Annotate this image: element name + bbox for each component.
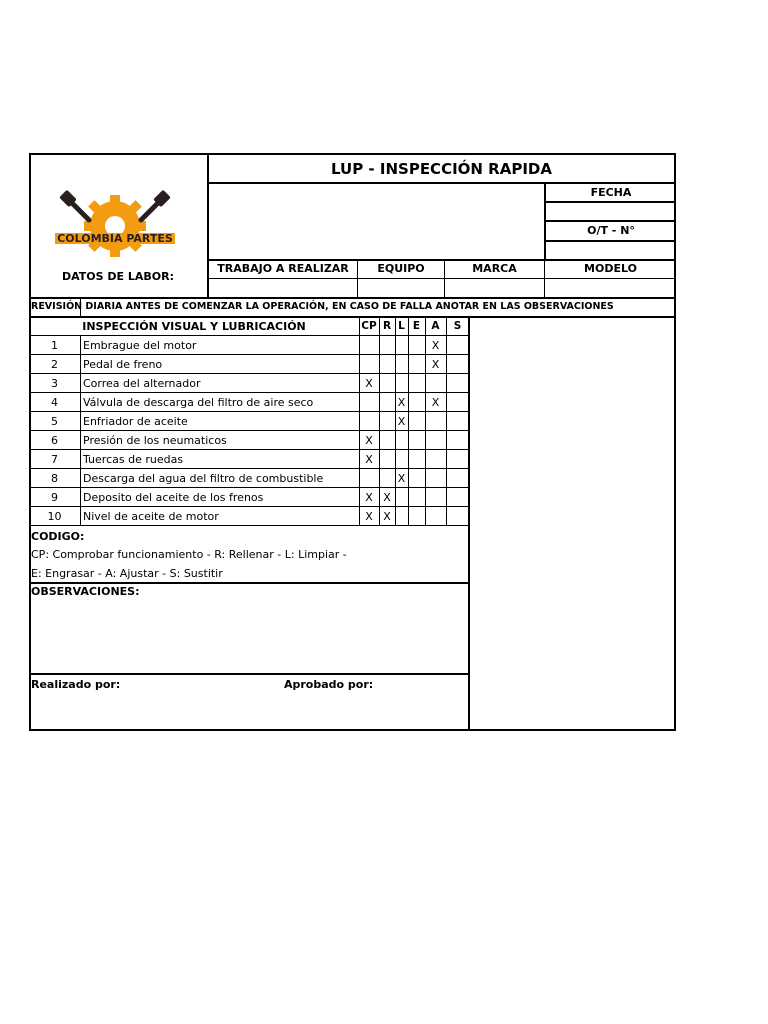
item-number: 6	[51, 434, 58, 447]
item-number: 10	[47, 510, 62, 523]
code-header-s: S	[453, 320, 462, 332]
datos-label: DATOS DE LABOR:	[62, 270, 174, 283]
checklist-table	[29, 317, 469, 527]
check-cell-cp[interactable]: X	[365, 377, 373, 390]
code-header-a: A	[431, 320, 440, 332]
code-header-l: L	[398, 320, 405, 332]
item-number: 5	[51, 415, 58, 428]
col-equipo: EQUIPO	[377, 262, 425, 275]
gear-icon	[84, 195, 146, 257]
title-underline	[207, 182, 676, 184]
check-cell-l[interactable]: X	[397, 396, 406, 409]
item-number: 3	[51, 377, 58, 390]
item-number: 9	[51, 491, 58, 504]
item-label: Tuercas de ruedas	[83, 453, 184, 466]
item-label: Correa del alternador	[83, 377, 201, 390]
check-cell-l[interactable]: X	[397, 415, 406, 428]
check-cell-cp[interactable]: X	[365, 434, 373, 447]
grid-row-line	[29, 506, 469, 507]
code-header-r: R	[382, 320, 392, 332]
fecha-value-underline	[544, 220, 676, 222]
grid-col-line	[446, 317, 447, 526]
checklist-right-border	[468, 317, 470, 731]
grid-row-line	[29, 411, 469, 412]
check-cell-a[interactable]: X	[431, 358, 440, 371]
item-label: Enfriador de aceite	[83, 415, 188, 428]
item-number: 8	[51, 472, 58, 485]
item-label: Pedal de freno	[83, 358, 163, 371]
logo-graphic	[55, 190, 175, 260]
realizado-label: Realizado por:	[31, 678, 121, 691]
check-cell-r[interactable]: X	[383, 510, 391, 523]
item-label: Presión de los neumaticos	[83, 434, 227, 447]
grid-row-line	[29, 335, 469, 336]
codigo-label: CODIGO:	[31, 530, 85, 543]
check-cell-r[interactable]: X	[383, 491, 391, 504]
checklist-title: INSPECCIÓN VISUAL Y LUBRICACIÓN	[82, 320, 306, 333]
grid-col-line	[408, 317, 409, 526]
columns-top-line	[207, 259, 676, 261]
check-cell-cp[interactable]: X	[365, 453, 373, 466]
grid-row-line	[29, 468, 469, 469]
grid-row-line	[29, 430, 469, 431]
page-title: LUP - INSPECCIÓN RAPIDA	[331, 160, 552, 178]
ot-label: O/T - N°	[587, 224, 635, 237]
grid-row-line	[29, 525, 469, 526]
observaciones-field[interactable]	[31, 600, 467, 672]
item-label: Deposito del aceite de los frenos	[83, 491, 264, 504]
col-modelo: MODELO	[584, 262, 637, 275]
grid-row-line	[29, 487, 469, 488]
grid-row-line	[29, 392, 469, 393]
code-header-cp: CP	[361, 320, 377, 332]
item-label: Válvula de descarga del filtro de aire seco	[83, 396, 314, 409]
header-bottom-line	[29, 297, 676, 299]
logo-text: COLOMBIA PARTES	[55, 233, 175, 244]
col-marca: MARCA	[472, 262, 517, 275]
code-header-e: E	[412, 320, 421, 332]
columns-header-underline	[207, 278, 676, 279]
fecha-underline	[544, 201, 676, 203]
codigo-bottom-line	[29, 582, 469, 584]
check-cell-cp[interactable]: X	[365, 491, 373, 504]
item-label: Descarga del agua del filtro de combustible	[83, 472, 324, 485]
grid-col-line	[80, 336, 81, 526]
check-cell-a[interactable]: X	[431, 339, 440, 352]
aprobado-label: Aprobado por:	[284, 678, 374, 691]
observaciones-bottom-line	[29, 673, 469, 675]
fecha-label: FECHA	[590, 186, 632, 199]
grid-row-line	[29, 449, 469, 450]
company-logo	[55, 190, 175, 260]
col-trabajo: TRABAJO A REALIZAR	[217, 262, 349, 275]
check-cell-cp[interactable]: X	[365, 510, 373, 523]
check-cell-a[interactable]: X	[431, 396, 440, 409]
item-number: 7	[51, 453, 58, 466]
item-number: 2	[51, 358, 58, 371]
item-number: 1	[51, 339, 58, 352]
check-cell-l[interactable]: X	[397, 472, 406, 485]
ot-underline	[544, 240, 676, 242]
grid-row-line	[29, 373, 469, 374]
grid-row-line	[29, 354, 469, 355]
codigo-line-2: E: Engrasar - A: Ajustar - S: Sustitir	[31, 567, 223, 580]
revision-text: REVISIÓN DIARIA ANTES DE COMENZAR LA OPERACIÓN, EN CASO DE FALLA ANOTAR EN LAS OBSERVACIONES	[31, 301, 614, 312]
item-label: Nivel de aceite de motor	[83, 510, 219, 523]
observaciones-label: OBSERVACIONES:	[31, 585, 140, 598]
item-label: Embrague del motor	[83, 339, 197, 352]
codigo-line-1: CP: Comprobar funcionamiento - R: Rellenar - L: Limpiar -	[31, 548, 347, 561]
item-number: 4	[51, 396, 58, 409]
